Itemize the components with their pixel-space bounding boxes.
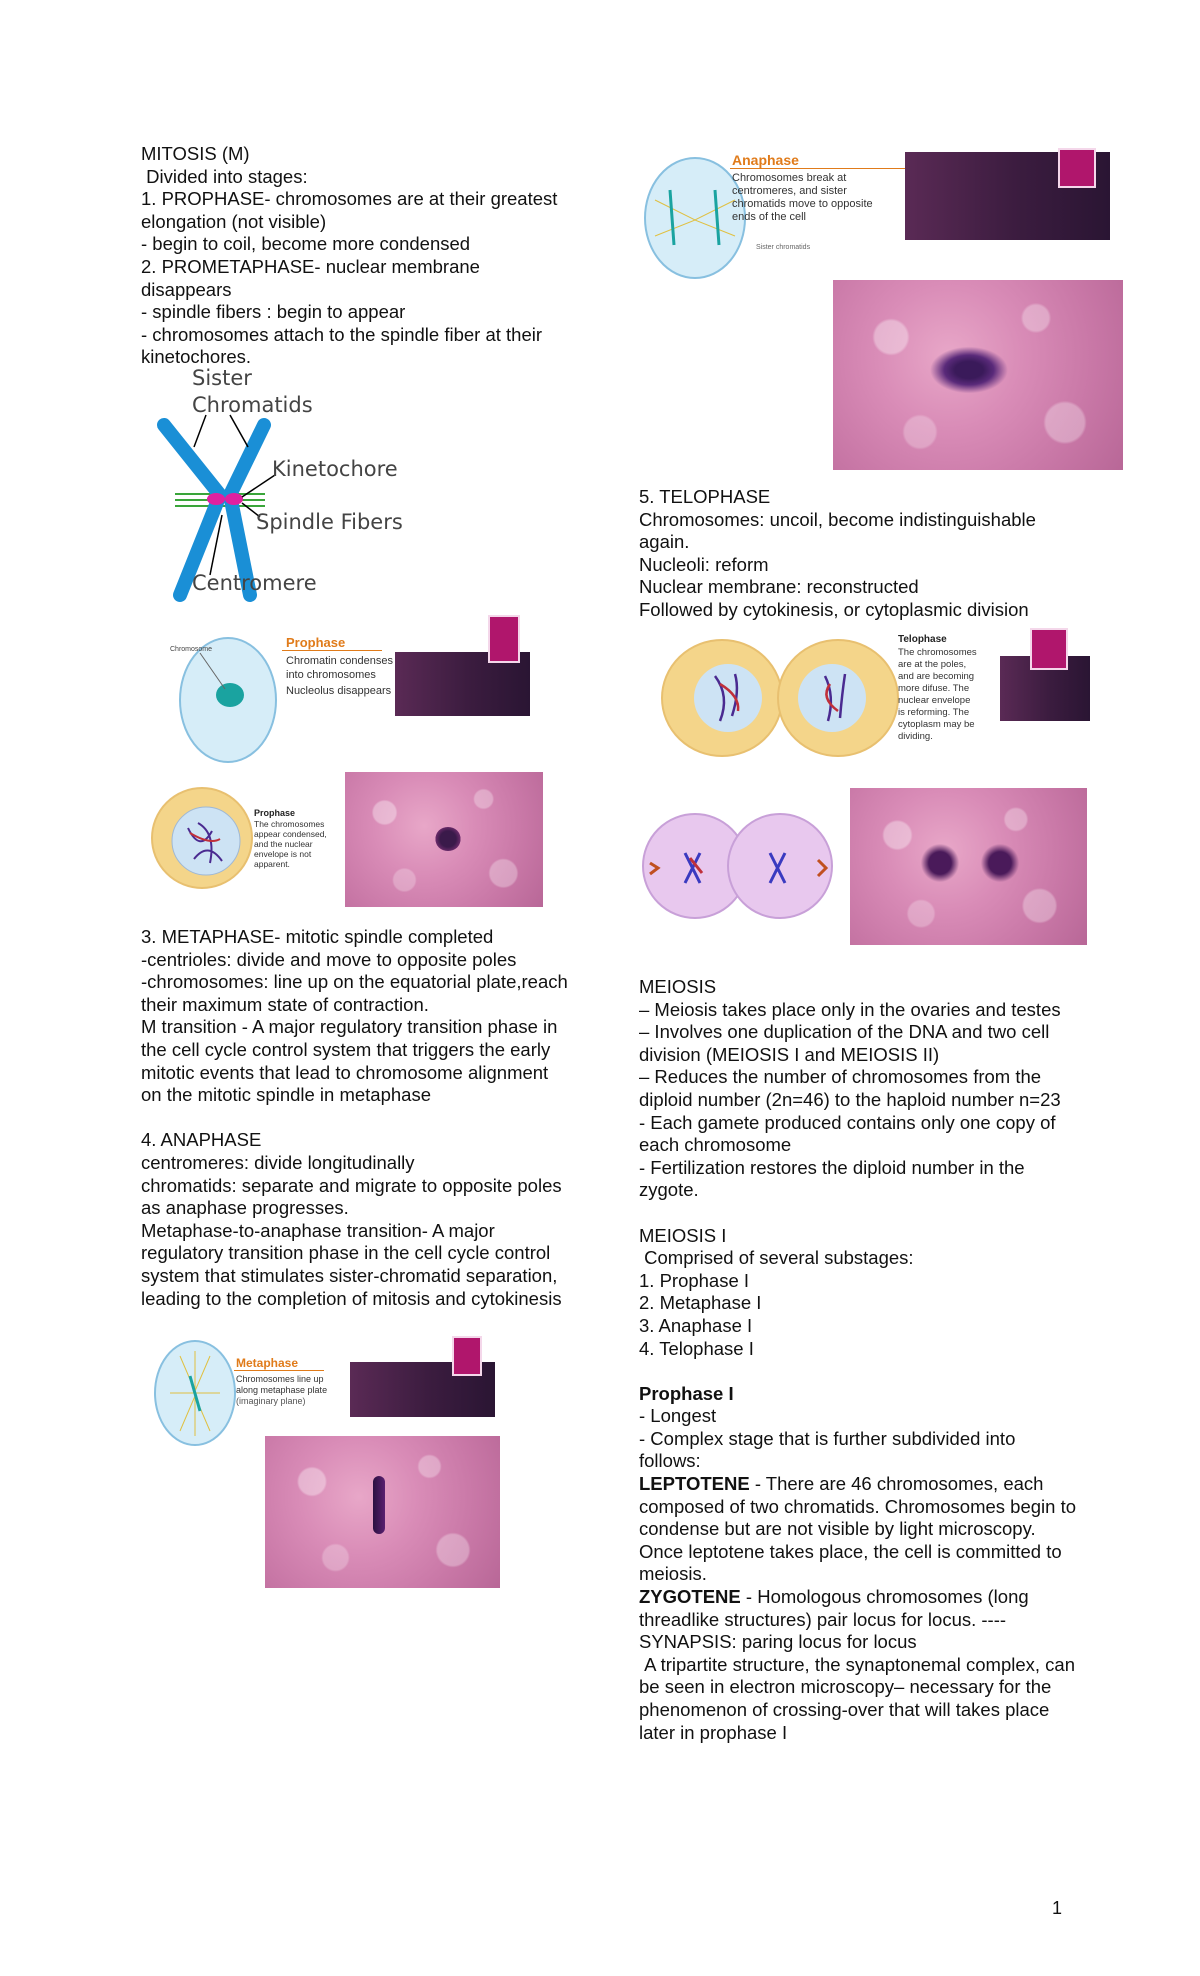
meiosis-heading: MEIOSIS <box>639 976 717 997</box>
anaphase-caption: ends of the cell <box>732 211 806 223</box>
text-line: 2. PROMETAPHASE- nuclear membrane disappears <box>141 255 486 300</box>
page-number: 1 <box>1052 1898 1063 1918</box>
text-line: chromatids: separate and migrate to opposite poles as anaphase progresses. <box>141 1174 567 1219</box>
chromosome-diagram <box>150 365 440 605</box>
prophase-small-line: and the nuclear <box>254 839 313 849</box>
anaphase-sublabel: Sister chromatids <box>756 244 811 251</box>
telophase-cytokinesis-diagram <box>640 808 835 923</box>
chromosome-label: Chromosome <box>170 646 213 653</box>
kinetochore-blob <box>207 493 225 505</box>
text-line: 3. METAPHASE- mitotic spindle completed <box>141 926 494 947</box>
prophase-small-line: The chromosomes <box>254 819 325 829</box>
label-sister: Sister <box>192 366 252 390</box>
text-line: – Reduces the number of chromosomes from the diploid number (2n=46) to the haploid number n=23 <box>639 1066 1061 1110</box>
anaphase-title: Anaphase <box>732 152 799 168</box>
telophase-caption: and are becoming <box>898 671 975 682</box>
slide-accent-square <box>1030 628 1068 670</box>
text-line: - spindle fibers : begin to appear <box>141 301 406 323</box>
telophase-title: Telophase <box>898 634 947 645</box>
label-chromatids: Chromatids <box>192 393 313 417</box>
label-centromere: Centromere <box>192 571 317 595</box>
text-line: 1. PROPHASE- chromosomes are at their greatest elongation (not visible) <box>141 188 563 232</box>
text-line: Comprised of several substages: <box>639 1247 914 1269</box>
prophase-caption-2: into chromosomes <box>286 669 376 681</box>
zygotene-text: - Homologous chromosomes (long threadlike structures) pair locus for locus. ----SYNAPSIS: paring locus for locus <box>639 1586 1034 1653</box>
telophase-cell-diagram <box>660 636 905 761</box>
text-line: M transition - A major regulatory transition phase in the cell cycle control system that triggers the early mitotic events that lead to chromosome alignment on the mitotic spindle in metaphase <box>141 1016 563 1106</box>
text-line: Chromosomes: uncoil, become indistinguishable again. <box>639 508 1042 553</box>
anaphase-caption: Chromosomes break at <box>732 172 847 184</box>
label-spindle-fibers: Spindle Fibers <box>256 510 403 534</box>
anaphase-slide <box>640 150 1110 290</box>
telophase-caption: more difuse. The <box>898 683 970 694</box>
prophase-small-line: envelope is not <box>254 849 312 859</box>
text-line: Nucleoli: reform <box>639 553 769 575</box>
telophase-caption: is reforming. The <box>898 707 970 718</box>
text-line: - Longest <box>639 1405 717 1427</box>
left-text-block-1 <box>141 143 571 369</box>
metaphase-caption: along metaphase plate <box>236 1385 328 1395</box>
prophase1-heading: Prophase I <box>639 1382 734 1404</box>
telophase-caption: are at the poles, <box>898 659 967 670</box>
text-line: 5. TELOPHASE <box>639 486 771 507</box>
right-text-block-2 <box>639 976 1082 1744</box>
prophase-caption-1: Chromatin condenses <box>286 655 394 667</box>
prophase-small-line: apparent. <box>254 859 290 869</box>
prophase-micrograph <box>345 772 543 907</box>
label-kinetochore: Kinetochore <box>272 457 398 481</box>
kinetochore-blob <box>225 493 243 505</box>
slide-accent-square <box>488 615 520 663</box>
text-line: centromeres: divide longitudinally <box>141 1151 415 1173</box>
prophase-cell-diagram <box>170 615 290 770</box>
slide-accent-square <box>1058 148 1096 188</box>
telophase-caption: nuclear envelope <box>898 695 971 706</box>
prophase-small-title: Prophase <box>254 808 296 818</box>
metaphase-title: Metaphase <box>236 1356 299 1370</box>
left-text-block-2 <box>141 926 571 1310</box>
text-line: A tripartite structure, the synaptonemal complex, can be seen in electron microscopy– necessary for the phenomenon of crossing-over that will takes place later in prophase I <box>639 1653 1081 1743</box>
text-line: 3. Anaphase I <box>639 1314 753 1336</box>
text-line: – Meiosis takes place only in the ovaries and testes <box>639 998 1061 1020</box>
text-line: - Fertilization restores the diploid number in the zygote. <box>639 1156 1030 1201</box>
anaphase-caption: chromatids move to opposite <box>732 198 873 210</box>
text-line: 4. Telophase I <box>639 1337 754 1359</box>
text-line: - chromosomes attach to the spindle fiber at their kinetochores. <box>141 323 548 368</box>
leptotene-text: - There are 46 chromosomes, each composed of two chromatids. Chromosomes begin to condense but are not visible by light microscopy. Once leptotene takes place, the cell is committed to meiosis. <box>639 1473 1082 1585</box>
anaphase-micrograph <box>833 280 1123 470</box>
text-line: – Involves one duplication of the DNA and two cell division (MEIOSIS I and MEIOSIS II) <box>639 1021 1055 1065</box>
metaphase-slide <box>150 1336 495 1451</box>
text-line: Divided into stages: <box>141 165 308 187</box>
telophase-micrograph <box>850 788 1087 945</box>
text-line: - begin to coil, become more condensed <box>141 233 471 255</box>
metaphase-caption: (imaginary plane) <box>236 1396 306 1406</box>
text-line: -centrioles: divide and move to opposite poles <box>141 948 517 970</box>
leptotene-term: LEPTOTENE <box>639 1473 750 1495</box>
telophase-caption: The chromosomes <box>898 647 977 658</box>
anaphase-caption: centromeres, and sister <box>732 185 847 197</box>
prophase-small-cell <box>150 783 255 898</box>
telophase-caption: cytoplasm may be <box>898 719 975 730</box>
metaphase-micrograph <box>265 1436 500 1588</box>
text-line: -chromosomes: line up on the equatorial plate,reach their maximum state of contraction. <box>141 971 573 1015</box>
text-line: - Each gamete produced contains only one copy of each chromosome <box>639 1111 1061 1156</box>
right-text-block-1 <box>639 486 1079 622</box>
zygotene-paragraph <box>639 1586 1079 1654</box>
mitosis-title: MITOSIS (M) <box>141 143 250 164</box>
zygotene-term: ZYGOTENE <box>639 1586 741 1608</box>
prophase-caption-3: Nucleolus disappears <box>286 685 392 697</box>
text-line: 4. ANAPHASE <box>141 1129 262 1151</box>
metaphase-caption: Chromosomes line up <box>236 1374 324 1384</box>
text-line: - Complex stage that is further subdivided into follows: <box>639 1427 1021 1472</box>
text-line: Nuclear membrane: reconstructed <box>639 576 919 598</box>
prophase-small-figure <box>150 783 350 898</box>
text-line: 1. Prophase I <box>639 1269 750 1291</box>
meiosis1-heading: MEIOSIS I <box>639 1224 727 1246</box>
prophase-slide <box>170 615 530 770</box>
text-line: Metaphase-to-anaphase transition- A major regulatory transition phase in the cell cycle control system that stimulates sister-chromatid separation, leading to the completion of mitosis and cytokinesis <box>141 1219 563 1309</box>
metaphase-cell-diagram <box>150 1336 245 1451</box>
telophase-caption: dividing. <box>898 731 933 742</box>
text-line: Followed by cytokinesis, or cytoplasmic division <box>639 598 1029 620</box>
prophase-small-line: appear condensed, <box>254 829 327 839</box>
leptotene-paragraph <box>639 1473 1082 1586</box>
prophase-title: Prophase <box>286 635 346 650</box>
text-line: 2. Metaphase I <box>639 1292 762 1314</box>
slide-accent-square <box>452 1336 482 1376</box>
telophase-slide <box>660 628 1090 768</box>
